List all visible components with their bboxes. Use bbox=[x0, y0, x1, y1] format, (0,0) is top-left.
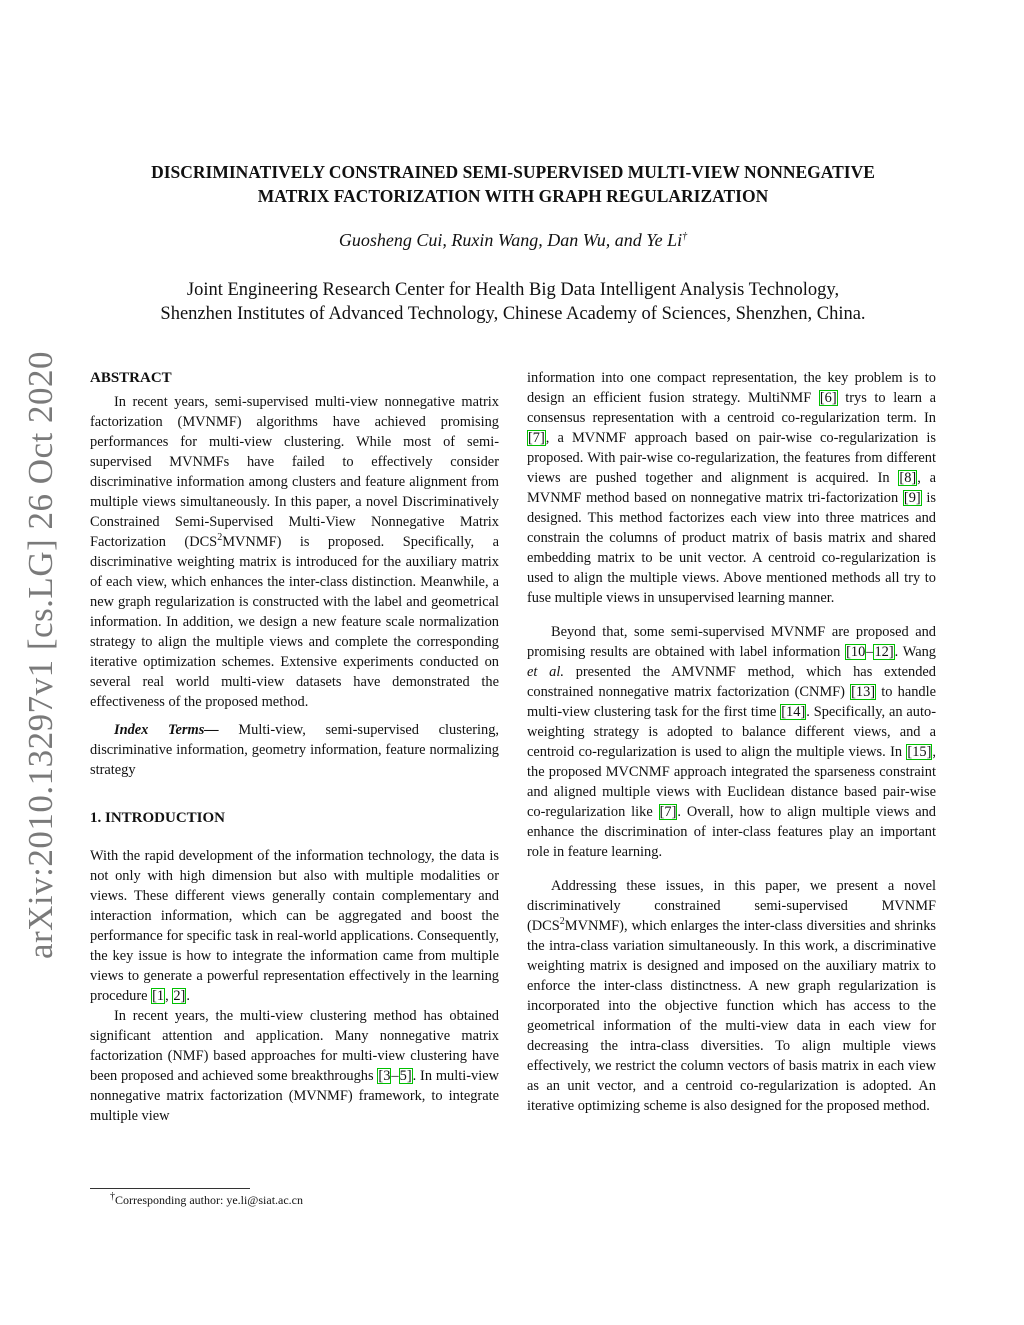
r-p1-a: information into one compact representation, the key problem is to design an efficient fusion strategy. MultiNMF bbox=[527, 370, 936, 406]
citation-9[interactable]: [9] bbox=[903, 490, 921, 506]
citation-15[interactable]: [15] bbox=[907, 744, 932, 760]
r-p2-dash: – bbox=[866, 644, 874, 660]
intro-p1-text: With the rapid development of the information technology, the data is not only with high dimension but also with multiple modalities or views. These different views generally contain complementary and interaction information, which can be aggregated and boost the performance for specific task in real-world applications. Consequently, the key issue is how to integrate the information came from multiple views to generate a powerful representation effectively in the learning procedure bbox=[90, 848, 499, 1004]
r-p1-c: , a MVNMF approach based on pair-wise co-regularization is proposed. With pair-wise co-regularization, the features from different views are pushed together and alignment is acquired. In bbox=[527, 430, 936, 486]
citation-6[interactable]: [6] bbox=[819, 390, 837, 406]
r-p3-sup: 2 bbox=[559, 916, 565, 928]
right-paragraph-1 bbox=[527, 368, 936, 608]
paper-title bbox=[90, 160, 936, 208]
r-p2-a: Beyond that, some semi-supervised MVNMF are proposed and promising results are obtained with label information bbox=[527, 624, 936, 660]
citation-5[interactable]: 5] bbox=[399, 1068, 412, 1084]
intro-p2-text: In recent years, the multi-view clustering method has obtained significant attention and application. Many nonnegative matrix factorization (NMF) based approaches for multi-view clustering have been proposed and achieved some breakthroughs bbox=[90, 1008, 499, 1084]
citation-7[interactable]: [7] bbox=[528, 430, 545, 446]
intro-p1-sep: , bbox=[165, 988, 173, 1004]
citation-7b[interactable]: [7] bbox=[659, 804, 677, 820]
right-column bbox=[527, 368, 936, 1116]
citation-8[interactable]: [8] bbox=[899, 470, 917, 486]
r-p2-b: . Wang bbox=[894, 644, 936, 660]
footnote-text: Corresponding author: ye.li@siat.ac.cn bbox=[115, 1193, 304, 1207]
abstract-text-2: MVNMF) is proposed. Specifically, a discriminative weighting matrix is introduced for the auxiliary matrix of each view, which enhances the inter-class distinction. Meanwhile, a new graph regularization is constructed with the label and geometrical information. In addition, we design a new feature scale normalization strategy to align the multiple views and complete the corresponding iterative optimization schemes. Extensive experiments conducted on several real world multi-view datasets have demonstrated the effectiveness of the proposed method. bbox=[90, 534, 499, 710]
intro-p1-end: . bbox=[186, 988, 190, 1004]
abstract-paragraph bbox=[90, 392, 499, 712]
r-p3-b: MVNMF), which enlarges the inter-class diversities and shrinks the intra-class variation simultaneously. In this work, a discriminative weighting matrix is designed and imposed on the auxiliary matrix to enforce the inter-class distinctness. A new graph regularization is incorporated into the objective function which has access to the geometrical information of the multi-view data in each view for decreasing the intra-class diversities. To align multiple views effectively, we restrict the column vectors of basis matrix in each view as an unit vector, and a centroid co-regularization is adopted. An iterative optimizing scheme is also designed for the proposed method. bbox=[527, 918, 936, 1114]
intro-p2-dash: – bbox=[391, 1068, 399, 1084]
footnote-divider bbox=[90, 1188, 250, 1189]
dagger-mark: † bbox=[682, 231, 688, 242]
citation-14[interactable]: [14] bbox=[781, 704, 806, 720]
citation-3[interactable]: [3 bbox=[378, 1068, 391, 1084]
r-p2-d: to handle multi-view clustering task for the first time bbox=[527, 684, 936, 720]
index-terms-label: Index Terms— bbox=[114, 722, 219, 738]
r-p2-e: . Specifically, an auto-weighting strategy is adopted to balance different views, and a centroid co-regularization is used to align the multiple views. In bbox=[527, 704, 936, 760]
title-line-1: DISCRIMINATIVELY CONSTRAINED SEMI-SUPERVISED MULTI-VIEW NONNEGATIVE bbox=[151, 162, 875, 182]
right-paragraph-2 bbox=[527, 622, 936, 862]
left-column bbox=[90, 368, 499, 1126]
affiliation-line-2: Shenzhen Institutes of Advanced Technology, Chinese Academy of Sciences, Shenzhen, China. bbox=[160, 304, 866, 324]
intro-p2-end: . In multi-view nonnegative matrix factorization (MVNMF) framework, to integrate multiple view bbox=[90, 1068, 499, 1124]
r-p1-d: , a MVNMF method based on nonnegative matrix tri-factorization bbox=[527, 470, 936, 506]
author-list bbox=[90, 230, 936, 251]
r-p1-b: trys to learn a consensus representation with a centroid co-regularization term. In bbox=[527, 390, 936, 426]
affiliation-line-1: Joint Engineering Research Center for Health Big Data Intelligent Analysis Technology, bbox=[186, 280, 840, 300]
citation-12[interactable]: 12] bbox=[874, 644, 894, 660]
r-p1-e: is designed. This method factorizes each view into three matrices and constrain the columns of product matrix of basis matrix and shared embedding matrix to be unit vector. A centroid co-regularization is used to align the multiple views. Above mentioned methods all try to fuse multiple views in unsupervised learning manner. bbox=[527, 490, 937, 606]
abstract-heading: ABSTRACT bbox=[90, 370, 172, 386]
intro-paragraph-1 bbox=[90, 846, 499, 1006]
title-line-2: MATRIX FACTORIZATION WITH GRAPH REGULARIZATION bbox=[257, 186, 769, 206]
abstract-superscript: 2 bbox=[217, 532, 223, 544]
authors-text: Guosheng Cui, Ruxin Wang, Dan Wu, and Ye Li bbox=[338, 230, 683, 250]
footnote-mark: † bbox=[110, 1191, 115, 1202]
r-p2-g: . Overall, how to align multiple views and enhance the discrimination of inter-class features play an important role in feature learning. bbox=[527, 804, 936, 860]
affiliation bbox=[90, 278, 936, 326]
introduction-heading: 1. INTRODUCTION bbox=[90, 810, 226, 826]
r-p2-c: presented the AMVNMF method, which has extended constrained nonnegative matrix factorization (CNMF) bbox=[527, 664, 936, 700]
citation-13[interactable]: [13] bbox=[851, 684, 876, 700]
citation-1[interactable]: [1 bbox=[152, 988, 165, 1004]
citation-10[interactable]: [10 bbox=[846, 644, 866, 660]
abstract-text-1: In recent years, semi-supervised multi-view nonnegative matrix factorization (MVNMF) algorithms have achieved promising performances for multi-view clustering. While most of semi-supervised MVNMFs have failed to effectively consider discriminative information among clusters and feature alignment from multiple views simultaneously. In this paper, a novel Discriminatively Constrained Semi-Supervised Multi-View Nonnegative Matrix Factorization (DCS bbox=[90, 394, 499, 550]
footnote bbox=[110, 1193, 303, 1208]
r-p2-etal: et al. bbox=[527, 664, 564, 680]
r-p2-f: , the proposed MVCNMF approach integrated the sparseness constraint and aligned multiple views with Euclidean distance based pair-wise co-regularization like bbox=[527, 744, 936, 820]
citation-2[interactable]: 2] bbox=[173, 988, 186, 1004]
index-terms-text: Multi-view, semi-supervised clustering, discriminative information, geometry information, feature normalizing strategy bbox=[90, 722, 499, 778]
right-paragraph-3 bbox=[527, 876, 936, 1116]
intro-paragraph-2 bbox=[90, 1006, 499, 1126]
arxiv-identifier: arXiv:2010.13297v1 [cs.LG] 26 Oct 2020 bbox=[21, 350, 60, 960]
r-p3-a: Addressing these issues, in this paper, we present a novel discriminatively constrained semi-supervised MVNMF (DCS bbox=[527, 878, 936, 934]
arxiv-sidebar-stamp bbox=[6, 350, 76, 960]
index-terms bbox=[90, 720, 499, 780]
